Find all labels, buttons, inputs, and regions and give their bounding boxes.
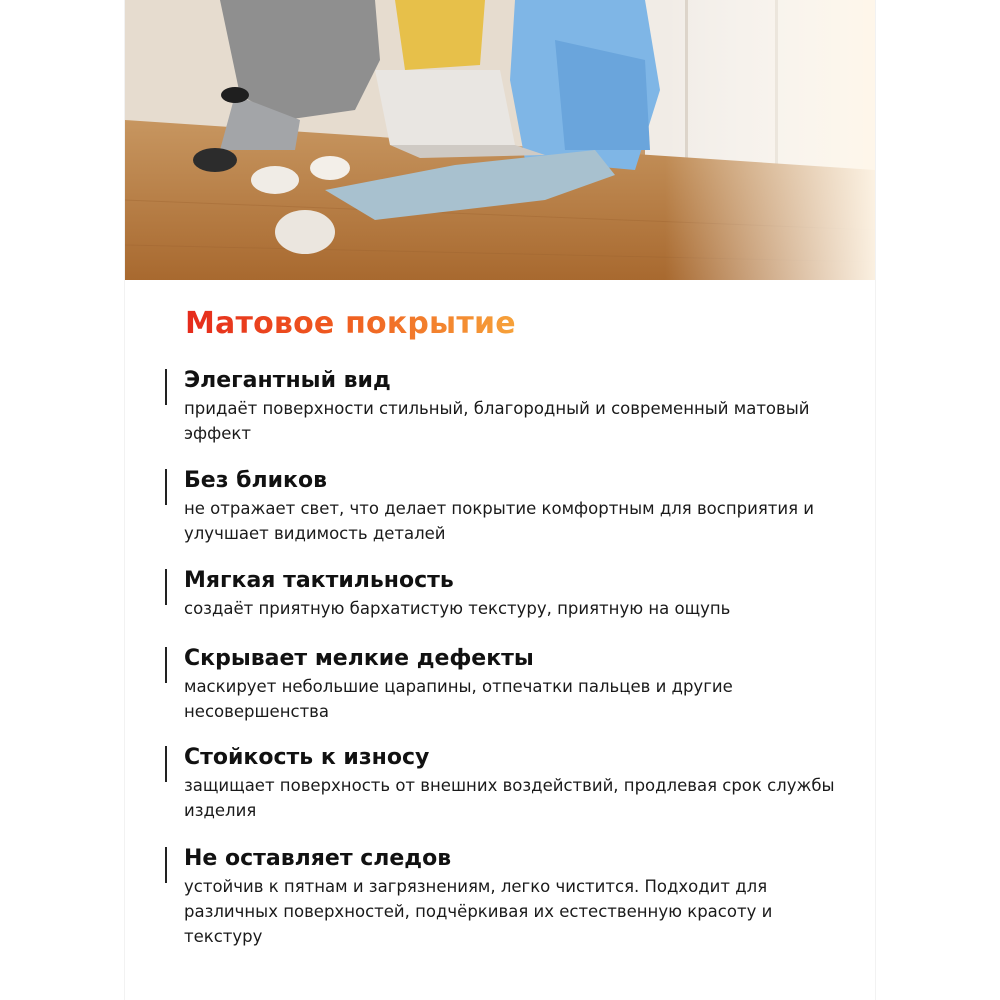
accent-bar [165,847,167,883]
feature-item [165,644,844,724]
feature-title: Без бликов [184,468,327,493]
feature-description: не отражает свет, что делает покрытие комфортным для восприятия и улучшает видимость деталей [184,499,814,543]
feature-title: Мягкая тактильность [184,568,454,593]
feature-description: устойчив к пятнам и загрязнениям, легко чистится. Подходит для различных поверхностей, подчёркивая их естественную красоту и текстуру [184,877,773,946]
accent-bar [165,369,167,405]
feature-title: Не оставляет следов [184,846,452,871]
product-card [125,0,875,1000]
feature-description: создаёт приятную бархатистую текстуру, приятную на ощупь [184,599,731,618]
feature-title: Элегантный вид [184,368,391,393]
feature-description: защищает поверхность от внешних воздействий, продлевая срок службы изделия [184,776,835,820]
accent-bar [165,569,167,605]
feature-title: Скрывает мелкие дефекты [184,646,534,671]
accent-bar [165,469,167,505]
feature-item [165,466,844,546]
feature-description: придаёт поверхности стильный, благородный и современный матовый эффект [184,399,810,443]
page-title: Матовое покрытие [185,306,516,341]
family-on-floor-photo [125,0,875,280]
feature-title: Стойкость к износу [184,745,430,770]
feature-item [165,366,844,446]
feature-item [165,743,844,823]
photo-illustration [125,0,875,280]
accent-bar [165,647,167,683]
feature-item [165,844,844,949]
feature-item [165,566,844,621]
feature-description: маскирует небольшие царапины, отпечатки пальцев и другие несовершенства [184,677,733,721]
accent-bar [165,746,167,782]
